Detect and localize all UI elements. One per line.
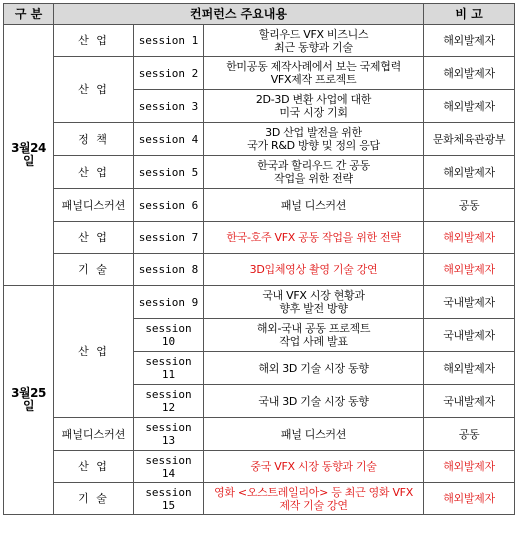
note-cell: 해외발제자 [424,254,515,286]
content-line: 한미공동 제작사례에서 보는 국제협력 [226,60,401,73]
note-cell: 공동 [424,418,515,451]
note-cell: 해외발제자 [424,90,515,123]
session-cell: session 14 [134,451,204,483]
content-line: 미국 시장 기회 [279,106,348,119]
content-line: 3D 산업 발전을 위한 [265,126,362,139]
header-row [4,4,515,25]
table-row [4,222,515,254]
session-cell: session 12 [134,385,204,418]
content-cell [204,90,424,123]
content-line: 향후 발전 방향 [279,302,348,315]
note-cell: 해외발제자 [424,483,515,515]
content-cell: 한국-호주 VFX 공동 작업을 위한 전략 [204,222,424,254]
table-row [4,254,515,286]
session-cell: session 9 [134,286,204,319]
table-row [4,156,515,189]
session-cell: session 5 [134,156,204,189]
session-cell: session 11 [134,352,204,385]
category-cell: 산 업 [54,451,134,483]
content-cell: 패널 디스커션 [204,418,424,451]
category-cell: 기 술 [54,483,134,515]
content-line: 작업 사례 발표 [279,335,348,348]
session-cell: session 4 [134,123,204,156]
content-cell [204,483,424,515]
table-row [4,189,515,222]
table-row [4,451,515,483]
conference-schedule-table [3,3,515,515]
content-line: 국내 VFX 시장 현황과 [262,289,365,302]
content-cell: 패널 디스커션 [204,189,424,222]
category-cell: 기 술 [54,254,134,286]
note-cell: 해외발제자 [424,451,515,483]
category-cell: 산 업 [54,286,134,418]
note-cell: 해외발제자 [424,352,515,385]
note-cell: 국내발제자 [424,385,515,418]
session-cell: session 8 [134,254,204,286]
header-category: 구 분 [4,4,54,25]
category-cell: 패널디스커션 [54,189,134,222]
content-cell [204,57,424,90]
note-cell: 해외발제자 [424,222,515,254]
table-row [4,483,515,515]
note-cell: 해외발제자 [424,25,515,57]
session-cell: session 13 [134,418,204,451]
content-cell [204,319,424,352]
content-cell: 해외 3D 기술 시장 동향 [204,352,424,385]
header-content: 컨퍼런스 주요내용 [54,4,424,25]
content-line: 2D-3D 변환 사업에 대한 [255,93,372,106]
content-line: 국가 R&D 방향 및 정의 응답 [247,139,380,152]
session-cell: session 2 [134,57,204,90]
content-cell: 3D입체영상 촬영 기술 강연 [204,254,424,286]
content-line: VFX제작 프로젝트 [270,73,357,86]
content-line: 할리우드 VFX 비즈니스 [258,27,369,41]
category-cell: 산 업 [54,25,134,57]
table-row [4,25,515,57]
content-cell [204,25,424,57]
category-cell: 산 업 [54,57,134,123]
table-row [4,123,515,156]
note-cell: 국내발제자 [424,286,515,319]
category-cell: 산 업 [54,156,134,189]
table-row [4,57,515,90]
content-cell: 중국 VFX 시장 동향과 기술 [204,451,424,483]
category-cell: 패널디스커션 [54,418,134,451]
content-line: 해외-국내 공동 프로젝트 [256,322,371,335]
content-cell [204,286,424,319]
table-row [4,418,515,451]
table-row [4,286,515,319]
content-line: 영화 <오스트레일리아> 등 최근 영화 VFX [214,485,413,499]
category-cell: 산 업 [54,222,134,254]
session-cell: session 15 [134,483,204,515]
session-cell: session 1 [134,25,204,57]
session-cell: session 7 [134,222,204,254]
content-cell [204,123,424,156]
session-cell: session 10 [134,319,204,352]
note-cell: 국내발제자 [424,319,515,352]
session-cell: session 6 [134,189,204,222]
content-line: 제작 기술 강연 [279,498,348,512]
content-line: 한국과 할리우드 간 공동 [257,159,370,172]
note-cell: 문화체육관광부 [424,123,515,156]
category-cell: 정 책 [54,123,134,156]
note-cell: 해외발제자 [424,156,515,189]
content-cell [204,156,424,189]
date-cell: 3월25일 [4,286,54,515]
note-cell: 해외발제자 [424,57,515,90]
note-cell: 공동 [424,189,515,222]
header-note: 비 고 [424,4,515,25]
content-line: 최근 동향과 기술 [274,40,353,54]
content-cell: 국내 3D 기술 시장 동향 [204,385,424,418]
session-cell: session 3 [134,90,204,123]
content-line: 작업을 위한 전략 [274,172,353,185]
date-cell: 3월24일 [4,25,54,286]
